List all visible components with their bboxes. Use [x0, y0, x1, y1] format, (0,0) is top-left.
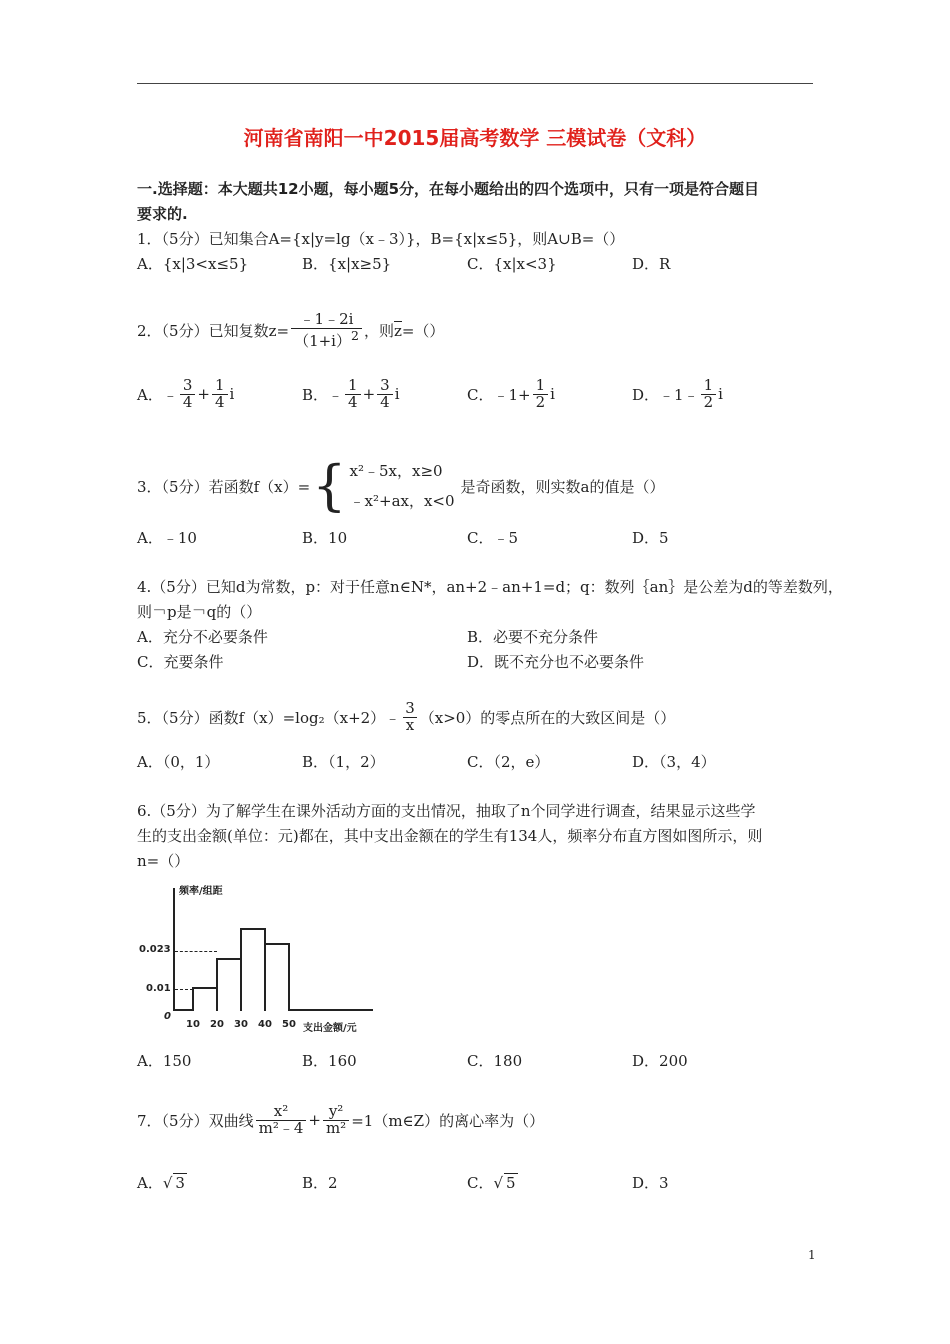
q7-option-b: B．2	[302, 1174, 338, 1192]
q3-option-a: A．﹣10	[137, 529, 197, 547]
q2-stem	[137, 312, 444, 350]
histogram-y-axis	[173, 888, 175, 1010]
q6-option-c: C．180	[467, 1052, 523, 1070]
q2-z-conjugate: z	[393, 321, 402, 340]
q2-option-a	[137, 378, 234, 411]
histogram-bar-10-20	[192, 987, 218, 1011]
histogram-x-tick-10: 10	[186, 1019, 200, 1030]
q5-stem	[137, 701, 675, 734]
histogram-y-tick-0.01: 0.01	[146, 983, 171, 994]
q1-option-b: B．{x|x≥5}	[302, 255, 392, 273]
q2-numerator: ﹣1﹣2i	[299, 310, 354, 328]
q5-denominator: x	[403, 717, 417, 734]
histogram-x-tick-20: 20	[210, 1019, 224, 1030]
q4-option-b: B．必要不充分条件	[467, 628, 599, 646]
page-title: 河南省南阳一中2015届高考数学 三模试卷（文科）	[243, 126, 707, 150]
q2-c-i: i	[550, 385, 555, 404]
q2-b-plus: +	[362, 385, 376, 404]
q2-b-i: i	[394, 385, 400, 404]
q2-b-frac2	[377, 378, 393, 411]
q2-c-prefix: C．﹣1+	[467, 385, 531, 404]
q3-option-c: C．﹣5	[467, 529, 519, 547]
q3-cases	[350, 456, 455, 516]
page-number: 1	[808, 1248, 816, 1262]
histogram-x-tick-30: 30	[234, 1019, 248, 1030]
q5-stem-suffix: （x>0）的零点所在的大致区间是（）	[419, 708, 676, 727]
q2-b-num1: 1	[348, 376, 358, 394]
q2-a-prefix: A．﹣	[137, 385, 178, 404]
q4-stem-line2: 则￢p是￢q的（）	[137, 603, 262, 621]
q2-option-b	[302, 378, 400, 411]
histogram-origin-label: 0	[164, 1011, 171, 1022]
q7-a-radicand: 3	[175, 1174, 185, 1192]
q5-option-d: D．（3，4）	[632, 753, 716, 771]
q2-option-d	[632, 378, 723, 411]
section-heading-line2: 要求的.	[137, 205, 188, 223]
q2-d-i: i	[718, 385, 723, 404]
q3-option-d: D．5	[632, 529, 669, 547]
q4-option-a: A．充分不必要条件	[137, 628, 268, 646]
q2-b-num2: 3	[380, 376, 390, 394]
q7-option-c	[467, 1172, 518, 1193]
q3-stem-prefix: 3．（5分）若函数f（x）=	[137, 477, 311, 496]
histogram-x-tick-50: 50	[282, 1019, 296, 1030]
q2-a-frac1	[180, 378, 196, 411]
q2-denominator	[291, 328, 362, 350]
q2-c-frac	[533, 378, 549, 411]
q3-case-2: ﹣x²+ax，x<0	[349, 492, 455, 510]
q2-a-num2: 1	[214, 376, 225, 394]
q6-option-d: D．200	[632, 1052, 688, 1070]
q5-stem-prefix: 5．（5分）函数f（x）=log₂（x+2）﹣	[137, 708, 401, 727]
q7-num1: x²	[273, 1102, 289, 1120]
q6-option-a: A．150	[137, 1052, 192, 1070]
q1-option-c: C．{x|x<3}	[467, 255, 557, 273]
q5-option-b: B．（1，2）	[302, 753, 385, 771]
q2-d-num: 1	[703, 376, 714, 394]
q2-c-den: 2	[533, 394, 549, 411]
q2-d-den: 2	[701, 394, 717, 411]
q3-left-brace: {	[312, 454, 347, 517]
frequency-histogram	[137, 880, 377, 1040]
q4-option-d: D．既不充分也不必要条件	[467, 653, 645, 671]
histogram-bar-40-50	[264, 943, 290, 1011]
sqrt-icon: √	[493, 1174, 504, 1192]
q1-stem: 1．（5分）已知集合A={x|y=lg（x﹣3）}，B={x|x≤5}，则A∪B=（）	[137, 230, 625, 248]
q3-option-b: B．10	[302, 529, 348, 547]
q3-stem	[137, 456, 665, 516]
q6-stem-line3: n=（）	[137, 852, 190, 870]
q7-stem-suffix: =1（m∈Z）的离心率为（）	[351, 1111, 545, 1130]
q2-b-frac1	[345, 378, 361, 411]
q2-stem-suffix: =（）	[401, 322, 445, 341]
q2-d-prefix: D．﹣1﹣	[632, 385, 699, 404]
histogram-bar-30-40	[240, 928, 266, 1011]
q5-numerator: 3	[405, 699, 415, 717]
q2-option-c	[467, 378, 555, 411]
q5-option-a: A．（0，1）	[137, 753, 220, 771]
q6-option-b: B．160	[302, 1052, 357, 1070]
q6-stem-line2: 生的支出金额(单位：元)都在，其中支出金额在的学生有134人，频率分布直方图如图所示，则	[137, 827, 763, 845]
q2-stem-mid: ，则	[363, 322, 394, 341]
q2-a-plus: +	[197, 385, 210, 404]
q7-option-d: D．3	[632, 1174, 669, 1192]
header-rule	[137, 83, 813, 84]
q2-c-num: 1	[535, 376, 546, 394]
q7-den2: m²	[323, 1120, 349, 1137]
sqrt-icon: √	[162, 1174, 173, 1192]
q7-num2: y²	[328, 1102, 344, 1120]
q5-option-c: C．（2，e）	[467, 753, 550, 771]
q2-a-frac2	[212, 378, 228, 411]
section-heading-line1: 一.选择题：本大题共12小题，每小题5分，在每小题给出的四个选项中，只有一项是符合题目	[137, 180, 760, 198]
q2-a-num1: 3	[182, 376, 193, 394]
histogram-dash-0.01	[175, 989, 193, 990]
q7-den1: m²﹣4	[256, 1120, 307, 1137]
q7-c-prefix: C．	[467, 1174, 494, 1192]
q3-stem-suffix: 是奇函数，则实数a的值是（）	[460, 477, 665, 496]
q2-fraction	[291, 312, 362, 350]
histogram-y-tick-0.023: 0.023	[139, 944, 171, 955]
q4-stem-line1: 4.（5分）已知d为常数，p：对于任意n∈N*，an+2﹣an+1=d；q：数列｛an｝是公差为d的等差数列，	[137, 578, 843, 596]
q2-b-den2: 4	[377, 394, 393, 411]
q2-b-prefix: B．﹣	[302, 385, 344, 404]
q2-a-den2: 4	[212, 394, 228, 411]
q7-stem	[137, 1104, 544, 1137]
q2-stem-prefix: 2．（5分）已知复数z=	[137, 322, 290, 341]
q1-option-d: D．R	[632, 255, 671, 273]
histogram-y-label: 频率/组距	[179, 886, 223, 897]
q6-stem-line1: 6.（5分）为了解学生在课外活动方面的支出情况，抽取了n个同学进行调查，结果显示这些学	[137, 802, 756, 820]
q4-option-c: C．充要条件	[137, 653, 224, 671]
q2-a-den1: 4	[180, 394, 196, 411]
histogram-bar-20-30	[216, 958, 242, 1011]
q7-stem-prefix: 7．（5分）双曲线	[137, 1111, 254, 1130]
q2-denominator-text: （1+i）	[294, 331, 351, 350]
q7-frac2	[323, 1104, 349, 1137]
q7-option-a	[137, 1172, 187, 1193]
histogram-dash-0.023	[175, 951, 217, 952]
q7-plus: +	[308, 1111, 321, 1130]
q2-b-den1: 4	[345, 394, 361, 411]
q7-frac1	[256, 1104, 307, 1137]
q7-a-prefix: A．	[137, 1174, 163, 1192]
histogram-x-tick-40: 40	[258, 1019, 272, 1030]
q7-c-radicand: 5	[506, 1174, 516, 1192]
q5-fraction	[402, 701, 418, 734]
q1-option-a: A．{x|3<x≤5}	[137, 255, 249, 273]
histogram-x-label: 支出金额/元	[303, 1023, 357, 1034]
q3-case-1: x²﹣5x，x≥0	[349, 462, 443, 480]
q2-d-frac	[701, 378, 717, 411]
q2-a-i: i	[229, 385, 235, 404]
q2-exponent: 2	[350, 327, 359, 343]
